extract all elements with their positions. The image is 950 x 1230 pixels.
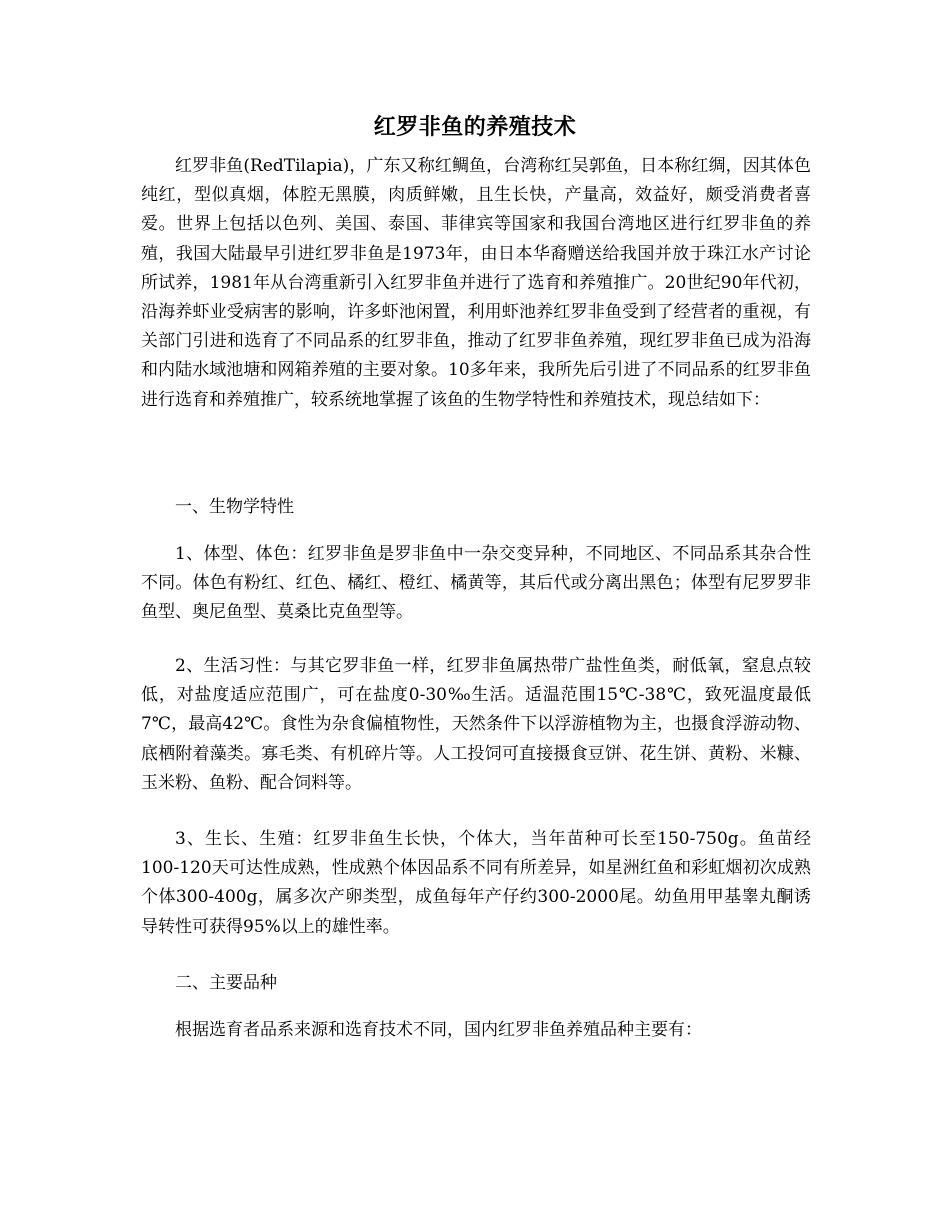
intro-paragraph: 红罗非鱼(RedTilapia)，广东又称红鲷鱼，台湾称红吴郭鱼，日本称红绸，因其体色纯红，型似真烟，体腔无黑膜，肉质鲜嫩，且生长快，产量高，效益好，颇受消费者喜爱。世界上包括以色列、美国、泰国、菲律宾等国家和我国台湾地区进行红罗非鱼的养殖，我国大陆最早引进红罗非鱼是1973年，由日本华裔赠送给我国并放于珠江水产讨论所试养，1981年从台湾重新引入红罗非鱼并进行了选育和养殖推广。20世纪90年代初，沿海养虾业受病害的影响，许多虾池闲置，利用虾池养红罗非鱼受到了经营者的重视，有关部门引进和选育了不同品系的红罗非鱼，推动了红罗非鱼养殖，现红罗非鱼已成为沿海和内陆水域池塘和网箱养殖的主要对象。10多年来，我所先后引进了不同品系的红罗非鱼进行选育和养殖推广，较系统地掌握了该鱼的生物学特性和养殖技术，现总结如下：	[141, 156, 811, 410]
paragraph-growth-reproduction: 3、生长、生殖：红罗非鱼生长快，个体大，当年苗种可长至150-750g。鱼苗经100-120天可达性成熟，性成熟个体因品系不同有所差异，如星洲红鱼和彩虹烟初次成熟个体300-400g，属多次产卵类型，成鱼每年产仔约300-2000尾。幼鱼用甲基睾丸酮诱导转性可获得95%以上的雄性率。	[141, 829, 811, 937]
document-title: 红罗非鱼的养殖技术	[373, 115, 577, 140]
section-heading-biology: 一、生物学特性	[175, 497, 294, 517]
paragraph-body-shape-color: 1、体型、体色：红罗非鱼是罗非鱼中一杂交变异种，不同地区、不同品系其杂合性不同。体色有粉红、红色、橘红、橙红、橘黄等，其后代或分离出黑色；体型有尼罗罗非鱼型、奥尼鱼型、莫桑比克鱼型等。	[141, 544, 811, 623]
paragraph-living-habits: 2、生活习性：与其它罗非鱼一样，红罗非鱼属热带广盐性鱼类，耐低氧，窒息点较低，对盐度适应范围广，可在盐度0-30‰生活。适温范围15℃-38℃，致死温度最低7℃，最高42℃。食性为杂食偏植物性，天然条件下以浮游植物为主，也摄食浮游动物、底栖附着藻类。寡毛类、有机碎片等。人工投饲可直接摄食豆饼、花生饼、黄粉、米糠、玉米粉、鱼粉、配合饲料等。	[141, 656, 811, 793]
paragraph-varieties-intro: 根据选育者品系来源和选育技术不同，国内红罗非鱼养殖品种主要有：	[175, 1020, 702, 1040]
section-heading-varieties: 二、主要品种	[175, 973, 277, 993]
